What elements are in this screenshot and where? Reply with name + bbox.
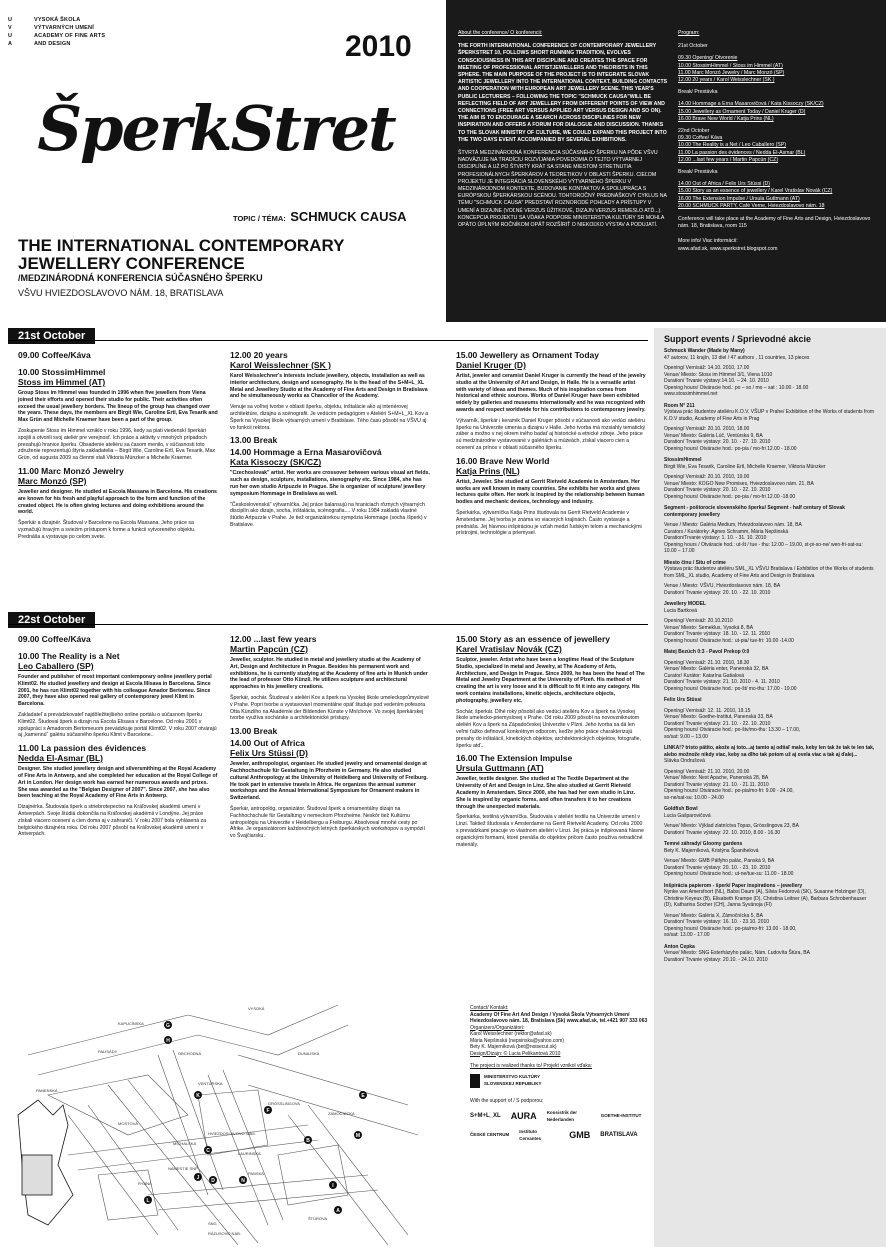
- sponsor-logo: Konsistrik der Nederlanden: [546, 1110, 577, 1122]
- day1-col3: 15.00 Jewellery as Ornament Today Daniel Kruger (D) Artist, jeweler and ceramist Daniel Kruger is currently the head of the jewelry studio at the University of Art and Design, in Halle. He is a versatile artist with variety of ideas and themes. Much of his inspiration comes from historical and ethnic sources. Works of Daniel Kruger have been exhibited widely by galleries and museums internationally and he was recognized with awards and respect worldwide for his contributions to contemporary jewelry. Výtvarník, šperkár i keramik Daniel Kruger pôsobí v súčasnosti ako vedúci ateliéru šperku na Univerzite umenia a dizajnu v Halle. Jeho tvorba má rozsiahly tematický záber a možno v nej okrem iného badať aj historické a etnické zdroje. Jeho práce sú medzinárodne vystavované v galériách a múzeách, získal viacero cien a ocenení za prínos v oblasti súčasného šperku. 16.00 Brave New World Katja Prins (NL) Artist, Jeweler. She studied at Gerrit Rietveld Academie in Amsterdam. Her works are well known in many countries. She exhibits her works and gives lectures quite often. Her work is inspired by the relationship between human bodies and mechanic devices, technology and industry. Šperkárka, výtvarníčka Katja Prins študovala na Gerrit Rietveld Academie v Amsterdame. Jej tvorba je známa vo viacerých krajinách. Často vystavuje a prednáša. Jej hlavnou inšpiráciou je vzťah medzi ľudským telom a mechanickými prístrojmi, technológie a priemysel.: [456, 350, 646, 537]
- svg-text:M: M: [355, 1133, 361, 1139]
- map-marker-g: [164, 1021, 172, 1029]
- support-event-line: Opening/ Vernisáž: 21.10. 2010, 18.30: [664, 659, 750, 666]
- support-event-line: so-ne/sat-su: 10.00 - 24.00: [664, 794, 724, 801]
- support-event: [664, 601, 876, 644]
- support-event-line: so/sat: 13.00 - 17.00: [664, 932, 710, 938]
- map-marker-i: [329, 1181, 337, 1189]
- street-label: HVIEZDOSLAVOVO NÁM.: [208, 1131, 256, 1136]
- contact-block: Contact/ Kontakt: Academy Of Fine Art And Design / Vysoká Škola Výtvarných Umení Hviezdoslavovo nám. 18, Bratislava (Sk) www.afad.sk, tel.+421 907 333 063 Organizers/Organizátori: Karol Weisslechner (rektor@afad.sk) Mária Nepšinská (nepsinska@yahoo.com) Bety K. Majerníková (bet@noisecut.sk) Design/Dizajn: © Lucia Pelikantová 2010 The project is realized thanks to/ Projekt vznikol vďaka: MINISTERSTVO KULTÚRY SLOVENSKEJ REPUBLIKY With the support of / S podporou: S+M+L_XL AURA Konsistrik der Nederlanden GOETHE-INSTITUT ČESKÉ CENTRUM Instituto Cervantes GMB BRATISLAVA: [470, 1005, 650, 1142]
- support-event-line: Opening hours/ Otváracie hod.: po-pia / mo-fri 12.00 -18.00: [664, 493, 796, 500]
- street-label: VENTÚRSKA: [198, 1081, 223, 1086]
- street-label: PANENSKÁ: [36, 1088, 58, 1093]
- day2-col3: 15.00 Story as an essence of jewellery Karel Vratislav Novák (CZ) Sculptor, jeweler. Artist who have been a longtime Head of the Sculpture Studio, specialized in metal and Jewelry, at The Academy of Arts, Architecture, and Design in Prague. Since 2009, he has been the head of The Metal and Jewelry Department at the University of Plzeň. His method of creating the art is very loose and it is difficult to fit it into any category. His work contains installations, kinetic objects, architecture objects, photography, jewellery etc. Sochár, šperkár. Dlhé roky pôsobil ako vedúci ateliéru Kov a šperk na Vysokej škole umelecko-priemyslovej v Prahe. Od roku 2009 pôsobí na novovzniknutom ateliéri Kov a šperk na Západočeskej Univerzite v Plzni. Jeho tvorba sa dá len veľmi ťažko definovať konkrétnym odborom, keďže jeho práce charakterizujú presahy do inštalácií, kinetických objektov, architektonických objektov, fotografie, šperku atď.. 16.00 The Extension Impulse Ursula Guttmann (AT) Jeweller, textile designer. She studied at The Textile Department at the University of Art and Design in Linz. She also studied at Gerrit Rietveld Academy in Amsterdam. Since 2000, she has had her own studio in Linz. She is inspired by organic forms, and often transfers it to her creations through the unexpected materials. Šperkárka, textilná výtvarníčka. Študovala v ateliéri textilu na Univerzite umení v Linzi. Taktiež študovala v Amsterdame na Gerrit Rietveld Academy. Od roku 2000 s prevádzkami pracuje vo vlastnom ateliéri v Linzi. Jej práca je inšpirovaná hlavne organickými formami, ktoré prenáša do objektov pričom často používa netradičné materiály.: [456, 634, 645, 848]
- support-events-heading: Support events / Sprievodné akcie: [664, 334, 812, 344]
- support-event: [664, 457, 876, 500]
- sponsor-logo: AURA: [510, 1111, 537, 1122]
- street-label: SNG: [208, 1221, 217, 1226]
- support-event-line: Venue/ Miesto: Galéria enter, Panenská 32, BA: [664, 666, 769, 672]
- street-label: OBCHODNÁ: [178, 1051, 202, 1056]
- support-event-line: so/sat: 9.00 – 13.00: [664, 733, 708, 740]
- map-marker-l: [144, 1196, 152, 1204]
- support-event-line: Venue/ Miesto: KOGO New Promises, Hviezdoslavovo nám. 21, BA: [664, 480, 814, 487]
- street-label: ŠTÚROVA: [308, 1216, 328, 1221]
- sponsor-logo: S+M+L_XL: [470, 1113, 501, 1120]
- street-label: PANSKÁ: [248, 1171, 264, 1176]
- support-event-line: Lucia Bartková: [664, 607, 698, 614]
- sponsor-logo: ČESKÉ CENTRUM: [470, 1132, 510, 1138]
- city-map: [8, 995, 428, 1245]
- day1-col1: 09.00 Coffee/Káva 10.00 StossimHimmel Stoss im Himmel (AT) Group Stoss im Himmel was founded in 1996 when five jewellers from Viena joined their efforts and opened their studio for public. Their activities often exceed the usual jewellery borders. The lineup of the group has changed over the years. These days, the members are Birgit Wie, Caroline Ertl, Eva Tesarik and Max Grün and Michelle Kraemer have been a part of the group. Zoskupenie Stoss im Himmel vzniklo v roku 1996, kedy sa piati viedenskí šperkári spojili a otvorili svoj ateliér pre verejnosť. Ich práce a aktivity v mnohých prípadoch presahujú hranice šperku. Obsadenie ateliéru sa časom menilo, v súčasnosti toto združenie reprezentujú štyria zakladatelia – Birgit Wie, Caroline Ertl, Eva Tesarik, Max Grün, od augusta 2009 sa členmi stali Viktoria Münzker a Michelle Kraemer. 11.00 Marc Monzó Jewelry Marc Monzó (SP) Jeweller and designer. He studied at Escola Massana in Barcelona. His creations are known for his fresh and playful approach to the form and function of the created object. He is often giving lectures and doing exhibitions around the world. Šperkár a dizajnér. Študoval v Barcelone na Escola Massana. Jeho práce sa vyznačujú hravým a svieżim prístupom k forme a funkcii vytvoreného objektu. Prednáša a vystavuje po celom svete.: [18, 350, 218, 540]
- support-event-line: Lucia Gašparovičová: [664, 812, 711, 819]
- support-event-line: Duration/ Trvanie výstavy: 21. 10. - 22. 10. 2010: [664, 720, 771, 727]
- support-event-line: Duration/ Trvanie výstavy: 20.10. - 24.10. 2010: [664, 956, 768, 963]
- street-label: DUNAJSKÁ: [298, 1051, 320, 1056]
- day1-col2: 12.00 20 years Karol Weisslechner (SK ) Karol Weisslechner's interests include jewellery, objects, installation as well as interior architecture, design and scenography. He is the head of the S+M+L_XL Metal and Jewellery Studio at the Academy of Fine Arts and Design in Bratislava and he simultaneously works as Chancellor of the Academy. Venuje sa voľnej tvorbe v oblasti šperku, objektu, inštalácie ako aj interiérovej architektúre, dizajnu a scénografii. Je vedúcim pedagógom v Ateliéri S+M+L_XL Kov a Šperk na Vysokej škole výtvarných umení v Bratislave. Tého času pôsobí na VŠVU aj vo funkcii rektora. 13.00 Break 14.00 Hommage a Erna Masarovičová Kata Kissoczy (SK/CZ) "Czechoslovak" artist. Her works are crossover between various visual art fields, such as design, sculpture, installations, stenography etc. Since 1984, she has run her own studio Artpuzzle in Prague. She is organizer of sculpture/ jewellery symposium Hommage in Bratislava as well. "Československá" výtvarníčka. Jej práce balansujú na hraniciach rôznych výtvarných disciplín ako dizajn, socha, inštalácia, scénografia.... V roku 1984 zakladá vlastné štúdio Artpuzzle v Prahe. Je tiež organizátorkou sympózia Hommage (socha /šperk) v Bratislave.: [230, 350, 430, 528]
- day1-label: 21st October: [8, 328, 95, 344]
- support-event-line: Slávka Ondrušová: [664, 758, 705, 764]
- support-event: [664, 505, 876, 555]
- support-event-line: Birgit Wie, Eva Tesarik, Caroline Ertl, Michelle Kraemer, Viktoria Münzker: [664, 463, 826, 470]
- street-label: KAPUCÍNSKA: [118, 1021, 144, 1026]
- support-event-line: Venue/ Miesto: Galéria X, Zámočnícka 5, BA: [664, 912, 763, 919]
- support-event-line: 47 autorov, 11 krajín, 13 diel / 47 authors , 11 countries, 13 pieces: [664, 354, 810, 361]
- support-event-line: Duration/ Trvanie výstavy:14.10. – 24. 10. 2010: [664, 378, 769, 384]
- support-event-title: Inšpirácia papierom - šperk/ Paper inspirations – jewellery: [664, 882, 803, 889]
- day2-label: 22st October: [8, 612, 95, 628]
- svg-text:B: B: [306, 1138, 310, 1144]
- support-event: [664, 649, 876, 692]
- map-marker-k: [194, 1091, 202, 1099]
- support-event-line: Opening/ Vernisáž: 14.10. 2010, 17.00: [664, 365, 750, 371]
- support-event-title: Schmuck Wander (Made by Many): [664, 348, 745, 354]
- street-label: RYBNÁ: [138, 1181, 152, 1186]
- support-event-line: Duration/ Trvanie výstavy: 22. 10. 2010, 8.00 - 16.30: [664, 829, 781, 836]
- support-event-line: Výstava prác študentov ateliéru SML_XL VŠVU Bratislava / Exhibition of the Works of students from SML_XL studio, Academy of Fine Arts and Design in Bratislava: [664, 566, 874, 579]
- support-event-line: Curators / Kurátorky: Agnes Schramm, Mária Nepšinská: [664, 528, 789, 535]
- support-event-line: Opening/ Vernisáž: 20.10.2010: [664, 618, 733, 624]
- support-event-title: Miesto činu / Situ of crime: [664, 559, 726, 566]
- svg-text:H: H: [166, 1038, 170, 1044]
- map-marker-f: [264, 1106, 272, 1114]
- street-label: VYSOKÁ: [248, 1006, 265, 1011]
- support-events-panel: [654, 328, 886, 1247]
- support-event-line: Bety K. Majerníková, Kristýna Španihelová: [664, 847, 759, 854]
- sponsor-logo: Instituto Cervantes: [519, 1129, 542, 1141]
- svg-text:L: L: [146, 1198, 150, 1204]
- street-label: PALISÁDY: [98, 1049, 118, 1054]
- street-label: GRÖSSLINGOVA: [268, 1101, 300, 1106]
- support-event-line: Nynke van Amersfoort (NL), Babsi Daum (A), Silvia Fedorová (SK), Susanne Holzinger (D), Christine Keyeux (B), Elisabeth Krampe (D), Christina Leitner (A), Barbara Schrobenhauser (D), Katharina Socher (CH), Janna Syvänoja (FI): [664, 889, 867, 908]
- map-marker-c: [204, 1146, 212, 1154]
- support-event-line: Opening hours / Otváracie hod.: ut-št / tue - thu: 12.00 – 19.00, st-pi-so-ne/ wen-fri-sat-su: 10.00 – 17.00: [664, 541, 863, 554]
- support-event-line: Venue/ Miesto: Semeklus, Vysoká 8, BA: [664, 624, 754, 631]
- program: Program: 21st October 09.30 Opening/ Otvorenie 10.00 StossimHimmel / Stoss im Himmel (AT) 11.00 Marc Monzó Jewelry / Marc Monzó (SP) 12.00 20 years / Karol Weisslechner (SK ) Break/ Prestávka 14.00 Hommage a Erna Masarovičová / Kata Kissoczy (SK/CZ) 15.00 Jewellery as Ornament Today / Daniel Kruger (D) 16.00 Brave New World / Katja Prins (NL) 22nd October 09.30 Coffee/ Káva 10.00 The Reality is a Net / Leo Caballero (SP) 11.00 La passion des évidences / Nedda El-Asmar (BL) 12.00 ...last few years / Martin Papcún (CZ) Break/ Prestávka 14.00 Out of Africa / Felix Urs Stüssi (D) 15.00 Story as an essence of jewellery / Karel Vratislav Novák (CZ) 16.00 The Extension Impulse / Ursula Guttmann (AT) 20.00 SCHMUCK PARTY, Café Verne, Hviezdoslavovo nám. 18 Conference will take place at the Academy of Fine Arts and Design, Hviezdoslavovo nám. 18, Bratislava, room 115 More info/ Viac informácií: www.afad.sk, www.sperkstret.blogspot.com: [678, 30, 871, 252]
- support-event-title: Temné záhrady/ Gloomy gardens: [664, 841, 743, 847]
- support-event-line: Opening hours/ Otváracie hod.: po – so / mo – sat : 10.00 - 18.00: [664, 384, 809, 391]
- map-marker-d: [209, 1176, 217, 1184]
- support-event-line: Duration/ Trvanie výstavy: 20. 10. - 27. 10. 2010: [664, 439, 771, 445]
- support-event-line: Curator/ Kurátor: Katarína Gatialová: [664, 672, 745, 679]
- support-event: [664, 944, 876, 964]
- svg-text:G: G: [166, 1023, 170, 1029]
- support-event-title: Matej Bezúch 0:3 - Pavol Prekop 0:0: [664, 649, 750, 655]
- sponsor-logo: GMB: [569, 1130, 591, 1141]
- support-event-line: Venue/ Miesto: Goethe-Institut, Panenská 33, BA: [664, 714, 773, 720]
- support-event-line: Venue/ Miesto: Výklad zlatníctva Topas, Grösslingova 23, BA: [664, 823, 799, 829]
- support-event-line: Opening hours/ Otváracie hod.: po-pia / mo-fri 12.00 - 18.00: [664, 445, 797, 452]
- street-label: LAURINSKÁ: [238, 1151, 261, 1156]
- about-sk: ŠTVRTÁ MEDZINÁRODNÁ KONFERENCIA SÚČASNÉHO ŠPERKU NA PÔDE VŠVU NADVÄZUJE NA TRADÍCIU ROZVÍJANIA POVEDOMIA O TEJTO VÝTVARNEJ DISCIPLÍNE A UŽ PO ŠTVRTÝ KRÁT SA STANE MIESTOM STRETNUTIA PROFESIONÁLNYCH ŠPERKÁROV A TEORETIKOV V OBLASTI ŠPERKU. CIEĽOM PROJEKTU JE INTEGRÁCIA SLOVENSKÉHO VÝTVARNÉHO ŠPERKU V MEDZINÁRODNOM KONTEXTE, BUDOVANIE KONTAKTOV A SPOLUPRÁCA S EURÓPSKOU ŠPERKÁRSKOU SCÉNOU. TOHTOROČNÝ PREDNÁŠKOVÝ CYKLUS NA TÉMU "SCHMUCK CAUSA" PREDSTAVÍ ROZNORODÉ POHĽADY A PRÍSTUPY V UMENÍ A DIZAJNE (VOĽNÉ VERZUS ÚŽITKOVÉ, DIZAJN VERZUS REMESLO ATĎ...). KONCEPCIA PROJEKTU SA VĎAKA PODPORE MINISTERSTVA KULTÚRY SR MOHLA OPÄTO ÚPLNÝM ROČNÍKOM OPÄŤ ROZŠÍRIŤ O NIEKOĽKO VÝSTAV A PODUJATÍ.: [458, 150, 667, 229]
- support-event-title: Room N° 211: [664, 402, 695, 409]
- support-event: [664, 697, 876, 740]
- svg-text:D: D: [211, 1178, 215, 1184]
- support-event-line: Opening hours/ Otváracie hod.: ut-ne/tue-su: 11.00 - 18.00: [664, 871, 794, 877]
- support-event-line: Opening/ Vernisáž: 12. 11. 2010, 19.15: [664, 707, 751, 714]
- support-event-line: Venue/ Miesto: GMB Pálfyho palác, Panská 9, BA: [664, 858, 775, 864]
- support-event-line: Výstava prác študentov ateliéru K.O.V. VŠUP v Prahe/ Exhibition of the Works of students from K.O.V studio, Academy of Fine Arts in Prag: [664, 409, 875, 422]
- support-event-line: Venue/ Miesto: Galéria Lúč, Ventúrska 9, BA: [664, 432, 763, 439]
- support-event: [664, 403, 876, 453]
- map-marker-e: [359, 1091, 367, 1099]
- support-event-title: Goldfish Bowl: [664, 806, 698, 812]
- support-event: [664, 806, 876, 836]
- headline: THE INTERNATIONAL CONTEMPORARY JEWELLERY CONFERENCE: [18, 236, 345, 273]
- street-label: MICHALSKÁ: [173, 1141, 197, 1146]
- ministry-logo: MINISTERSTVO KULTÚRY SLOVENSKEJ REPUBLIKY: [470, 1074, 650, 1088]
- brand-title: ŠperkStret: [37, 92, 395, 165]
- support-event-line: www.stossimhimmel.net: [664, 391, 718, 397]
- support-event-line: Duration/ Trvanie výstavy: 20. 10. - 23. 10. 2010: [664, 864, 771, 871]
- subline: /MEDZINÁRODNÁ KONFERENCIA SÚČASNÉHO ŠPERKU: [18, 273, 263, 283]
- support-event-line: Duration/ Trvanie výstavy: 16. 10. - 23.10. 2010: [664, 919, 770, 925]
- street-label: NÁMESTIE SNP: [168, 1166, 198, 1171]
- support-event-title: Jewellery MODEL: [664, 601, 706, 607]
- sponsor-logos: [470, 1110, 650, 1142]
- year: 2010: [345, 30, 412, 63]
- support-event-line: Venue/ Miesto: Stoss im Himmel 3/1, Viena 1010: [664, 371, 773, 378]
- support-event-line: Duration/ Trvanie výstavy: 21. 10. 2010 - 4. 11. 2010: [664, 679, 780, 685]
- support-event: [664, 348, 876, 398]
- support-event-line: Duration/ Trvanie výstavy: 20. 10. - 22. 10. 2010: [664, 487, 771, 493]
- support-event-line: Opening hours/ Otváracie hod.: po-št/ mo-thu: 17.00 - 19.00: [664, 685, 797, 692]
- topic: TOPIC / TÉMA: SCHMUCK CAUSA: [233, 209, 407, 224]
- support-event-line: Venue/ Miesto: Next Apache, Panenská 28, BA: [664, 775, 769, 781]
- support-event-line: Opening hours/ Otváracie hod.: po-pia/mo-fri: 13.00 - 18.00,: [664, 925, 797, 932]
- about-en: THE FORTH INTERNATIONAL CONFERENCE OF CONTEMPORARY JEWELLERY ŠPERKSTRET 10, FOLLOWS SHORT RUNNING TRADITION, EVOLVES CONSCIOUSNESS IN THIS ART DISCIPLINE AND CREATES THE SPACE FOR MEETING OF PROFESSIONAL ARTISTJEWELLERS AND THEORISTS IN THIS SPHERE. THE MAIN PURPOSE OF THE PROJECT IS TO INTEGRATE SLOVAK ARTISTIC JEWELLERY INTO THE INTERNATIONAL CONTEXT, BUILDING CONTACTS AND COOPERATION WITH EUROPEAN ART JEWELLERY SCENE. THIS YEAR'S PUBLIC LECTURERS – FOLLOWING THE TOPIC "SCHMUCK CAUSA"WILL BE REFLECTING FIELD OF ART JEWELLERY FROM DIFFERENT POINTS OF VIEW AND CONNECTIONS (FREE ART VERSUS APPLIED ART VERSUS DESIGN AND SO ON). THE AIM IS TO ENCOURAGE A SEARCH ACROSS DISCIPLINES FOR NEW INSPIRATION AND OFFERS A FORUM FOR DIALOGUE AND DISCUSSION. THANKS TO THE SLOVAK MINISTRY OF CULTURE, WE COULD EXPAND THIS PROJECT INTO THE TWO DAYS EVENT ACCOMPANIED BY SEVERAL EXHIBITIONS.: [458, 43, 668, 143]
- day2-col2: 12.00 ...last few years Martin Papcún (CZ) Jeweller, sculptor. He studied in metal and jewellery studio at the Academy of Art, Design and Architecture in Prague. Besides his permanent work and exhibitions, he is currently studying at the Academy of fine arts in Munich under the lead of professor Otto Künzli. He utilizes sculpture and architectural approaches in his jewellery creations. Šperkár, sochár. Študoval v ateliéri Kov a šperk na Vysokej škole umeleckoprůmyslové v Prahe. Popri tvorbe a vystavovaní momentálne opäť študuje pod vedením pofesora Otta Künzliho na Akadémie der Bildenden Künste v Mníchove. Vo svojej šperkárskej tvorbe využíva sochárske a architektonické prístupy. 13.00 Break 14.00 Out of Africa Felix Urs Stüssi (D) Jeweler, anthropologist, organiser. He studied jewelry and ornamental design at Fachhochschule für Gestaltung in Pforzheim in Germany. He also studied cultural Anthropology at the University of Heidelberg and University of Freiburg. He took part in extensive travels in Africa. He organizes the annual summer workshops and the Annual International Symposium for Ornament makers in Switzerland. Šperkár, antropológ, organizátor. Študoval šperk a ornamentálny dizajn na Fachhochschule für Gestaltung v nemeckom Pforzheime. Neskôr tiež Kultúrnu antropológiu na Univerzite v Heidelbergu a Freiburgu. Absolvoval mnohé cesty po Afrike. Je organizátorom každoročných letných šperkárskych workshopov a sympózií vo Švajčiarsku.: [230, 634, 430, 840]
- street-label: ZÁMOČNÍCKA: [328, 1111, 355, 1116]
- support-event-line: Opening hours/ Otváracie hod.: ut-pia/ tue-fri: 10.00 -14.00: [664, 637, 794, 644]
- venue: VŠVU HVIEZDOSLAVOVO NÁM. 18, BRATISLAVA: [18, 288, 224, 298]
- street-label: RÁZUSOVO NÁB.: [208, 1231, 241, 1236]
- support-event-line: Opening hours/ Otváracie hod.: po-pia/mo-fri: 9.00 - 24.00,: [664, 788, 794, 794]
- support-event-line: Duration/ Trvanie výstavy: 20. 10. - 22. 10. 2010: [664, 589, 771, 596]
- support-event-line: Opening hours/ Otváracie hod.: po-štv/mo-thu: 13.30 – 17.00,: [664, 727, 801, 733]
- svg-text:E: E: [361, 1093, 365, 1099]
- day2-col1: 09.00 Coffee/Káva 10.00 The Reality is a Net Leo Caballero (SP) Founder and publisher of most important contemporary online jewellery portal Klimt02. He studied jewellery and design at Escola Illisava in Barcelona. Since 2001, he has run Klimt02 together with his colleague Amador Bertomeu. Since 2007, they have also opened real gallery of contemporary jewel Klimt in Barcelona. Zakladateľ a prevádzkovateľ najdôležitejšieho online portálu o súčasnom šperku Klimt02. Študoval šperk a dizajn na Escola Elisava v Barcelone. Od roku 2001 v spolupráci s Amadorom Bertomeuom prevádzkuje portál Klimt02. V roku 2007 otvárajú aj „kamennú“ galériu súčasného šperku Klimt v Barcelone.. 11.00 La passion des évidences Nedda El-Asmar (BL) Designer. She studied jewellery design and silversmithing at the Royal Academy of Fine Arts in Antwerp, and she completed her education at the Royal College of Art in London. Her design work has earned her numerous awards and prizes. She was awarded as the "Belgian Designer of 2007". Since 2007, she has also been teaching at the Royal Academy of Fine Arts in Antwerp. Dizajnérka. Študovala šperk a striebrotepectvo na Kráľovskej akadémii umení v Antverpách. Svoje štúdiá dokončila na Kráľovskej akadémii v Londýne. Jej práce získali viacero ocenení a cien doma aj v zahraničí. V roku 2007 bola vyhlásená za belgického dizajnéra roka. Od roku 2007 pôsobí na Kráľovskej akadémii umení v Antverpách.: [18, 634, 218, 838]
- about-panel: About the conference/ O konferencii: THE FORTH INTERNATIONAL CONFERENCE OF CONTEMPORARY JEWELLERY ŠPERKSTRET 10, FOLLOWS SHORT RUNNING TRADITION, EVOLVES CONSCIOUSNESS IN THIS ART DISCIPLINE AND CREATES THE SPACE FOR MEETING OF PROFESSIONAL ARTISTJEWELLERS AND THEORISTS IN THIS SPHERE. THE MAIN PURPOSE OF THE PROJECT IS TO INTEGRATE SLOVAK ARTISTIC JEWELLERY INTO THE INTERNATIONAL CONTEXT, BUILDING CONTACTS AND COOPERATION WITH EUROPEAN ART JEWELLERY SCENE. THIS YEAR'S PUBLIC LECTURERS – FOLLOWING THE TOPIC "SCHMUCK CAUSA"WILL BE REFLECTING FIELD OF ART JEWELLERY FROM DIFFERENT POINTS OF VIEW AND CONNECTIONS (FREE ART VERSUS APPLIED ART VERSUS DESIGN AND SO ON). THE AIM IS TO ENCOURAGE A SEARCH ACROSS DISCIPLINES FOR NEW INSPIRATION AND OFFERS A FORUM FOR DIALOGUE AND DISCUSSION. THANKS TO THE SLOVAK MINISTRY OF CULTURE, WE COULD EXPAND THIS PROJECT INTO THE TWO DAYS EVENT ACCOMPANIED BY SEVERAL EXHIBITIONS. ŠTVRTÁ MEDZINÁRODNÁ KONFERENCIA SÚČASNÉHO ŠPERKU NA PÔDE VŠVU NADVÄZUJE NA TRADÍCIU ROZVÍJANIA POVEDOMIA O TEJTO VÝTVARNEJ DISCIPLÍNE A UŽ PO ŠTVRTÝ KRÁT SA STANE MIESTOM STRETNUTIA PROFESIONÁLNYCH ŠPERKÁROV A TEORETIKOV V OBLASTI ŠPERKU. CIEĽOM PROJEKTU JE INTEGRÁCIA SLOVENSKÉHO VÝTVARNÉHO ŠPERKU V MEDZINÁRODNOM KONTEXTE, BUDOVANIE KONTAKTOV A SPOLUPRÁCA S EURÓPSKOU ŠPERKÁRSKOU SCÉNOU. TOHTOROČNÝ PREDNÁŠKOVÝ CYKLUS NA TÉMU "SCHMUCK CAUSA" PREDSTAVÍ ROZNORODÉ POHĽADY A PRÍSTUPY V UMENÍ A DIZAJNE (VOĽNÉ VERZUS ÚŽITKOVÉ, DIZAJN VERZUS REMESLO ATĎ...). KONCEPCIA PROJEKTU SA VĎAKA PODPORE MINISTERSTVA KULTÚRY SR MOHLA OPÄTO ÚPLNÝM ROČNÍKOM OPÄŤ ROZŠÍRIŤ O NIEKOĽKO VÝSTAV A PODUJATÍ. Program: 21st October 09.30 Opening/ Otvorenie 10.00 StossimHimmel / Stoss im Himmel (AT) 11.00 Marc Monzó Jewelry / Marc Monzó (SP) 12.00 20 years / Karol Weisslechner (SK ) Break/ Prestávka 14.00 Hommage a Erna Masarovičová / Kata Kissoczy (SK/CZ) 15.00 Jewellery as Ornament Today / Daniel Kruger (D) 16.00 Brave New World / Katja Prins (NL) 22nd October 09.30 Coffee/ Káva 10.00 The Reality is a Net / Leo Caballero (SP) 11.00 La passion des évidences / Nedda El-Asmar (BL) 12.00 ...last few years / Martin Papcún (CZ) Break/ Prestávka 14.00 Out of Africa / Felix Urs Stüssi (D) 15.00 Story as an essence of jewellery / Karel Vratislav Novák (CZ) 16.00 The Extension Impulse / Ursula Guttmann (AT) 20.00 SCHMUCK PARTY, Café Verne, Hviezdoslavovo nám. 18 Conference will take place at the Academy of Fine Arts and Design, Hviezdoslavovo nám. 18, Bratislava, room 115 More info/ Viac informácií: www.afad.sk, www.sperkstret.blogspot.com: [446, 0, 886, 322]
- support-event-line: Duration/ Trvanie výstavy: 21. 10. - 21.11. 2010: [664, 781, 769, 788]
- support-event-line: Venue / Miesto: Galéria Medium, Hviezdoslavovo nám. 18, BA: [664, 522, 802, 528]
- map-marker-h: [164, 1036, 172, 1044]
- support-event-title: Anton Cepka: [664, 943, 695, 950]
- sponsor-logo: GOETHE-INSTITUT: [600, 1113, 642, 1119]
- support-event-line: Duration/ Trvanie výstavy: 18. 10. - 12. 11. 2010: [664, 631, 771, 637]
- support-event-title: Segment - poštorocie slovenského šperku/ Segment - half century of Slovak contemporary jewellery: [664, 505, 845, 518]
- map-marker-n: [239, 1176, 247, 1184]
- support-event: [664, 745, 876, 801]
- svg-text:C: C: [206, 1148, 210, 1154]
- support-event-line: Venue/ Miesto: SNG Esterházyho palác, Nám. Ľudovíta Štúra, BA: [664, 950, 810, 956]
- svg-text:J: J: [196, 1175, 200, 1181]
- map-marker-j: [194, 1173, 202, 1181]
- map-marker-a: [334, 1206, 342, 1214]
- sponsor-logo: BRATISLAVA: [600, 1132, 638, 1139]
- support-event-line: Opening/ Vernisáž: 20.10. 2010, 19.00: [664, 474, 750, 480]
- svg-text:N: N: [241, 1178, 245, 1184]
- street-label: MOSTOVÁ: [118, 1121, 138, 1126]
- support-event: [664, 841, 876, 878]
- support-event: [664, 883, 876, 939]
- support-event-title: Felix Urs Stüssi: [664, 697, 702, 703]
- map-marker-m: [354, 1131, 362, 1139]
- support-event-line: Duration/Trvanie výstavy: 1. 10. - 31. 10. 2010: [664, 535, 767, 541]
- support-event-title: StossimHimmel: [664, 457, 702, 463]
- support-event-title: LINKA!? tristo pätito, akože aj toto...aj tamto aj odtiaľ malo, keby len tak že tak te len tak, alebo možnože nikdy viac, keby sa dlho tak potom už aj ovela viac a tak aj ďalej...: [664, 745, 875, 758]
- svg-text:F: F: [266, 1108, 270, 1114]
- support-event-line: Opening/ Vernisáž: 21.10. 2010, 20.00: [664, 768, 750, 775]
- support-event-line: Venue / Miesto: VŠVU, Hviezdoslavovo nám. 18, BA: [664, 583, 781, 589]
- support-event: [664, 560, 876, 597]
- svg-text:I: I: [332, 1183, 334, 1189]
- svg-text:A: A: [336, 1208, 340, 1214]
- map-marker-b: [304, 1136, 312, 1144]
- support-event-line: Opening/ Vernisáž: 20.10. 2010, 18.00: [664, 426, 750, 432]
- svg-text:K: K: [196, 1093, 200, 1099]
